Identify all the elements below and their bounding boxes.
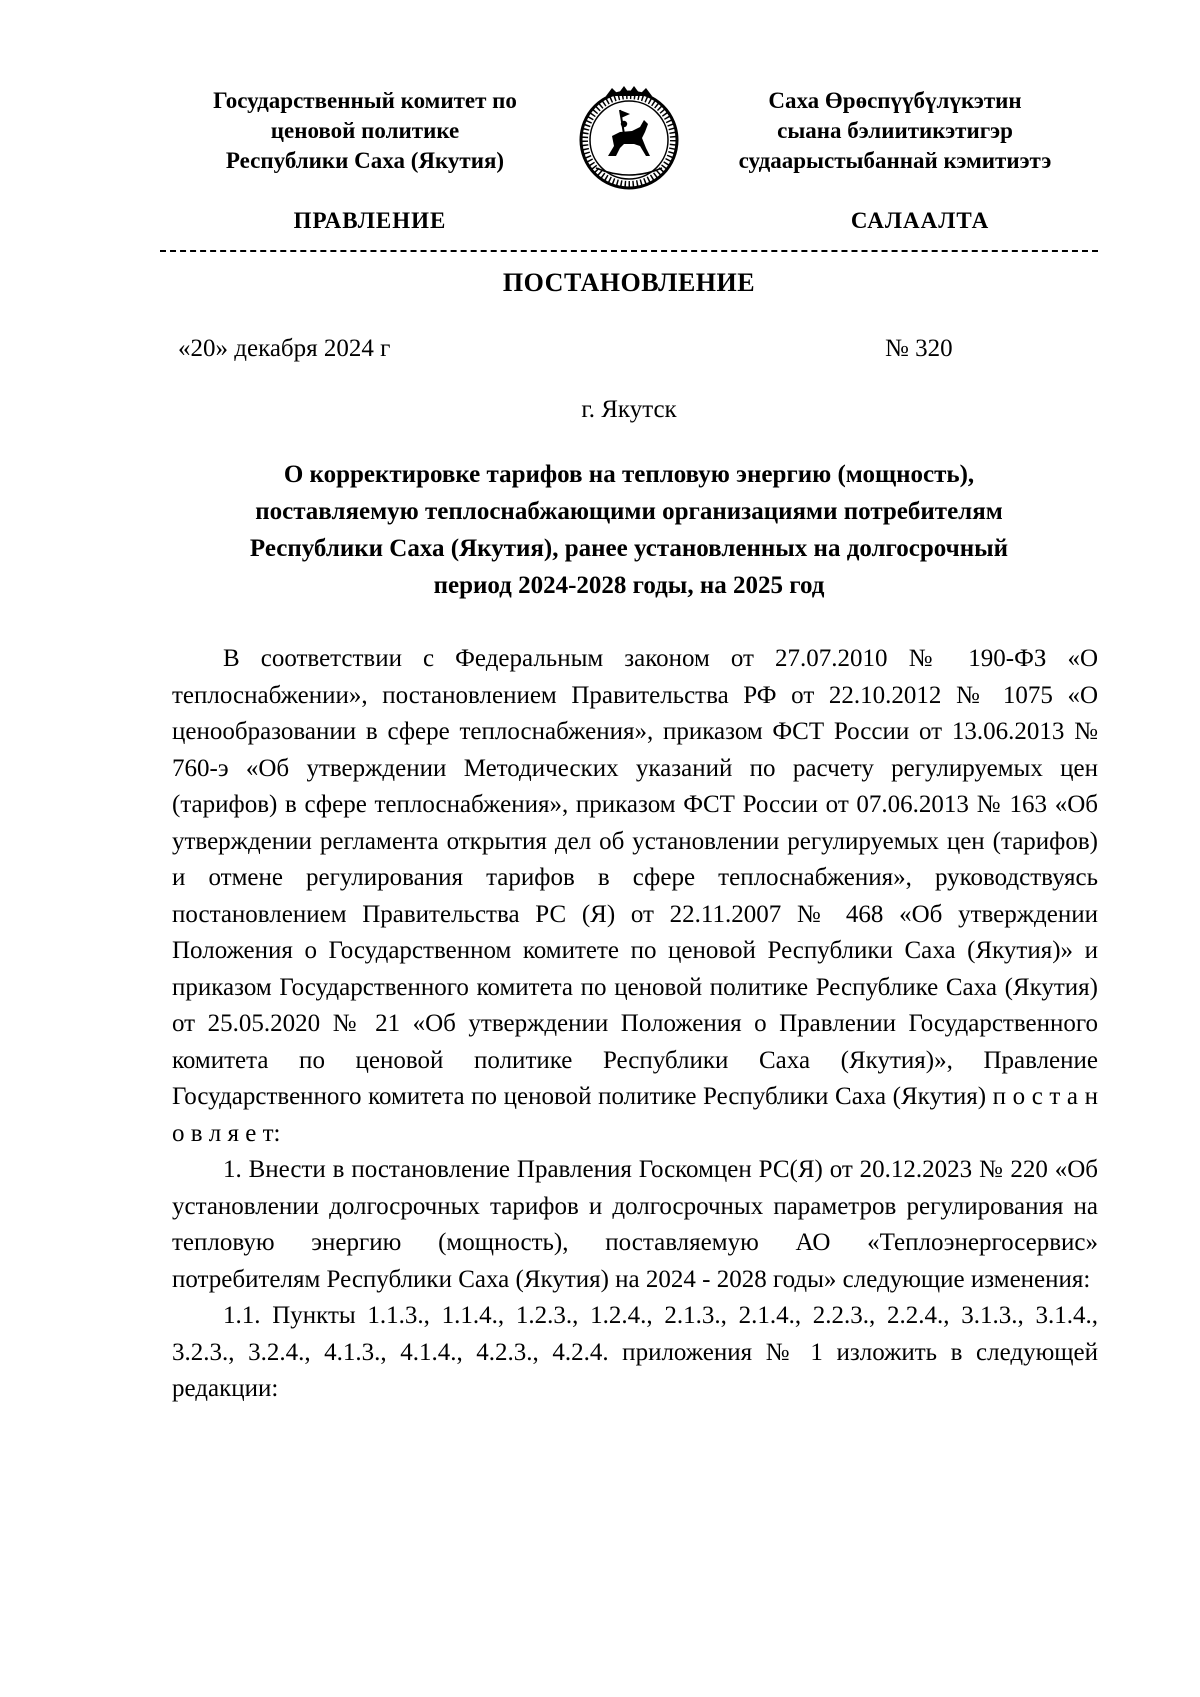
document-title [160, 456, 1098, 604]
clause-1-paragraph: 1. Внести в постановление Правления Госкомцен РС(Я) от 20.12.2023 № 220 «Об установлении долгосрочных тарифов и долгосрочных параметров регулирования на тепловую энергию (мощность), поставляемую АО «Теплоэнергосервис» потребителям Республики Саха (Якутия) на 2024 - 2028 годы» следующие изменения: [172, 1156, 1098, 1293]
document-body [172, 641, 1098, 1408]
board-label-sakha: САЛААЛТА [850, 208, 990, 233]
document-number: № 320 [885, 335, 953, 362]
committee-name-ru-line: Государственный комитет по [213, 88, 517, 113]
preamble-paragraph: В соответствии с Федеральным законом от 27.07.2010 № 190-ФЗ «О теплоснабжении», постановлением Правительства РФ от 22.10.2012 № 1075 «О ценообразовании в сфере теплоснабжения», приказом ФСТ России от 13.06.2013 № 760-э «Об утверждении Методических указаний по расчету регулируемых цен (тарифов) в сфере теплоснабжения», приказом ФСТ России от 07.06.2013 № 163 «Об утверждении регламента открытия дел об установлении регулируемых цен (тарифов) и отмене регулирования тарифов в сфере теплоснабжения», руководствуясь постановлением Правительства РС (Я) от 22.11.2007 № 468 «Об утверждении Положения о Государственном комитете по ценовой Республики Саха (Якутия)» и приказом Государственного комитета по ценовой политике Республике Саха (Якутия) от 25.05.2020 № 21 «Об утверждении Положения о Правлении Государственного комитета по ценовой политике Республики Саха (Якутия)», Правление Государственного комитета по ценовой политике Республики Саха (Якутия) п о с т а н о в л я е т: [172, 645, 1098, 1147]
committee-name-sakha-line: сыана бэлиитикэтигэр [777, 118, 1013, 143]
committee-name-ru-line: Республики Саха (Якутия) [225, 148, 505, 173]
document-title-line: период 2024-2028 годы, на 2025 год [433, 572, 825, 599]
coat-of-arms-icon [574, 82, 684, 192]
committee-name-ru [180, 86, 550, 176]
document-title-line: поставляемую теплоснабжающими организациями потребителям [255, 498, 1003, 525]
document-city: г. Якутск [581, 396, 677, 423]
committee-name-ru-line: ценовой политике [270, 118, 460, 143]
clause-1-1-paragraph: 1.1. Пункты 1.1.3., 1.1.4., 1.2.3., 1.2.4., 2.1.3., 2.1.4., 2.2.3., 2.2.4., 3.1.3., 3.1.4., 3.2.3., 3.2.4., 4.1.3., 4.1.4., 4.2.3., 4.2.4. приложения № 1 изложить в следующей редакции: [172, 1302, 1098, 1402]
committee-name-sakha-line: судаарыстыбаннай кэмитиэтэ [738, 148, 1052, 173]
header-separator [160, 250, 1098, 252]
committee-name-sakha-line: Саха Өрөспүүбүлүкэтин [768, 88, 1022, 113]
document-title-line: Республики Саха (Якутия), ранее установленных на долгосрочный [249, 535, 1009, 562]
document-date: «20» декабря 2024 г [178, 335, 391, 362]
board-label-ru: ПРАВЛЕНИЕ [293, 208, 447, 233]
document-type: ПОСТАНОВЛЕНИЕ [502, 268, 756, 297]
committee-name-sakha [705, 86, 1085, 176]
document-title-line: О корректировке тарифов на тепловую энергию (мощность), [283, 461, 975, 488]
